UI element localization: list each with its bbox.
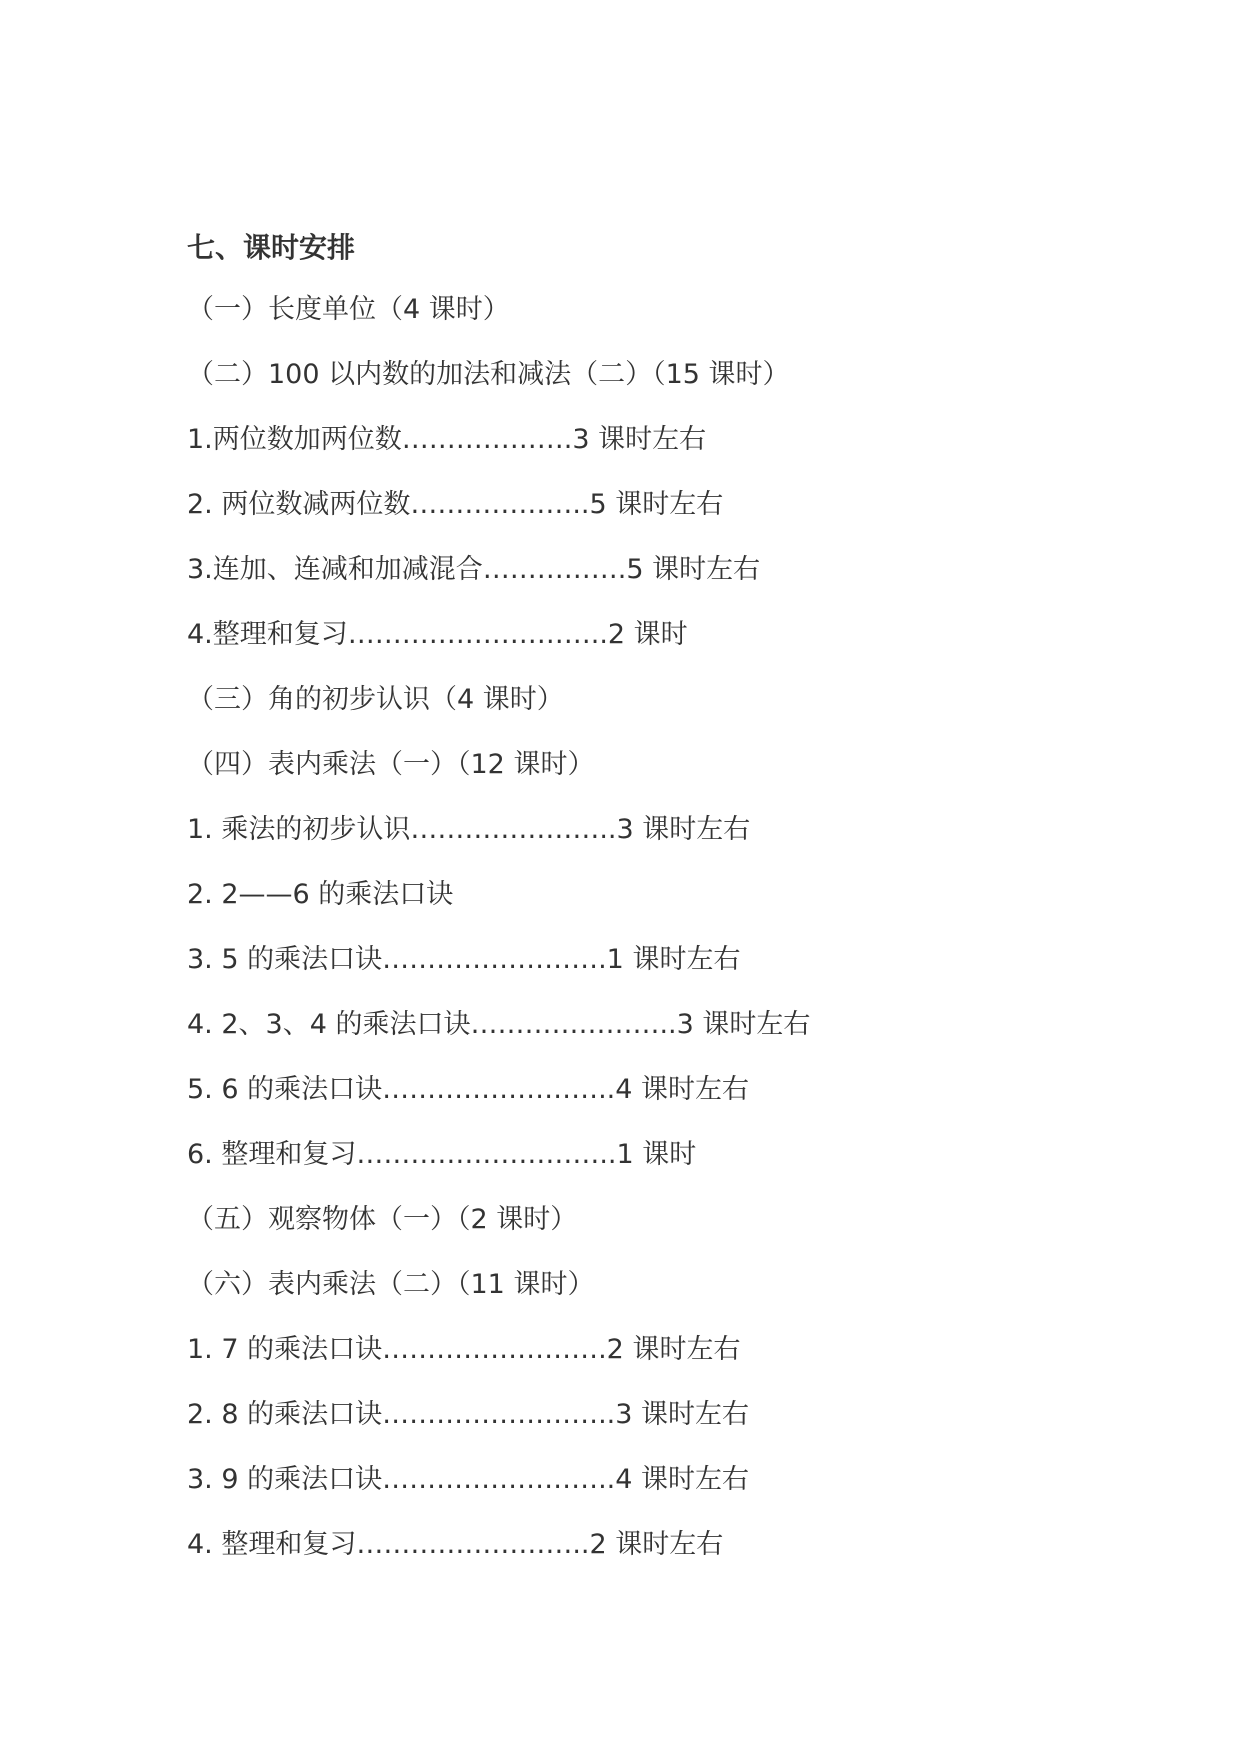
- schedule-line: （二）100 以内数的加法和减法（二）（15 课时）: [187, 359, 790, 390]
- section-heading: 七、课时安排: [187, 231, 356, 264]
- schedule-line: 3. 5 的乘法口诀…………………….1 课时左右: [187, 944, 741, 975]
- schedule-line: 2. 8 的乘法口诀……………………..3 课时左右: [187, 1399, 750, 1430]
- schedule-line: 4. 2、3、4 的乘法口诀…………………..3 课时左右: [187, 1009, 811, 1040]
- schedule-list: [187, 290, 1187, 1590]
- schedule-line: 3.连加、连减和加减混合…………….5 课时左右: [187, 554, 761, 585]
- schedule-line: 1.两位数加两位数……………….3 课时左右: [187, 424, 707, 455]
- schedule-line: （五）观察物体（一）（2 课时）: [187, 1204, 578, 1235]
- schedule-line: （一）长度单位（4 课时）: [187, 294, 510, 325]
- schedule-line: 2. 两位数减两位数………………..5 课时左右: [187, 489, 724, 520]
- schedule-line: 4.整理和复习………………………..2 课时: [187, 619, 688, 650]
- schedule-line: 5. 6 的乘法口诀……………………..4 课时左右: [187, 1074, 750, 1105]
- schedule-line: （六）表内乘法（二）（11 课时）: [187, 1269, 595, 1300]
- schedule-line: 3. 9 的乘法口诀……………………..4 课时左右: [187, 1464, 750, 1495]
- schedule-line: 2. 2——6 的乘法口诀: [187, 879, 454, 910]
- schedule-line: 6. 整理和复习………………………..1 课时: [187, 1139, 697, 1170]
- schedule-line: （四）表内乘法（一）（12 课时）: [187, 749, 595, 780]
- schedule-line: 4. 整理和复习……………………..2 课时左右: [187, 1529, 724, 1560]
- schedule-line: 1. 乘法的初步认识…………………..3 课时左右: [187, 814, 751, 845]
- schedule-line: （三）角的初步认识（4 课时）: [187, 684, 564, 715]
- schedule-line: 1. 7 的乘法口诀…………………….2 课时左右: [187, 1334, 741, 1365]
